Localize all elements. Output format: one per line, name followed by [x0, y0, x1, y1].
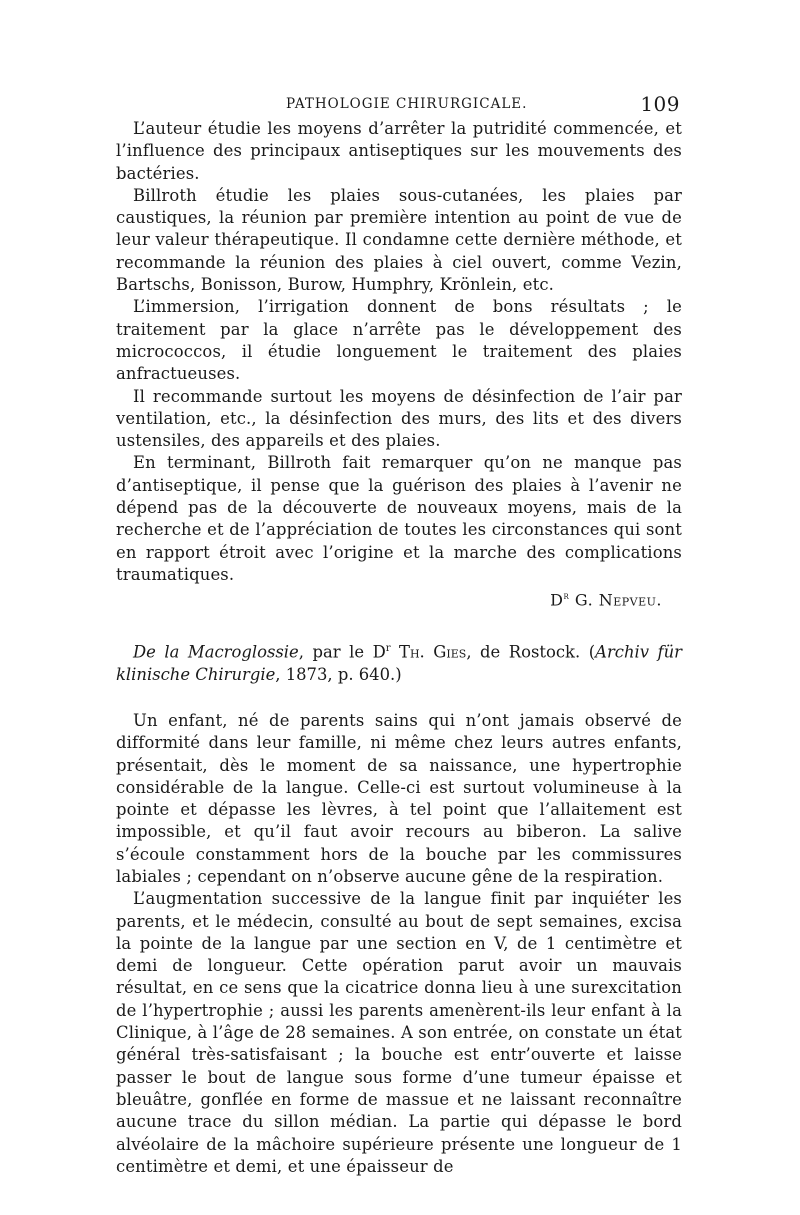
article-author: Th. Gies [390, 642, 467, 662]
page-number: 109 [640, 92, 680, 116]
signature-prefix: D [550, 590, 564, 610]
book-page [116, 92, 682, 1178]
paragraph: Billroth étudie les plaies sous-cutanées, les plaies par caustiques, la réunion par première intention au point de vue de leur valeur thérapeutique. Il condamne cette dernière méthode, et recommande la réunion des plaies à ciel ouvert, comme Vezin, Bartschs, Bonisson, Burow, Humphry, Krönlein, etc. [116, 185, 682, 295]
signature-name: G. Nepveu. [569, 590, 662, 610]
article-by: , par le D [298, 642, 386, 662]
article-source: Archiv für klinische Chirurgie [116, 642, 683, 684]
paragraph: L’auteur étudie les moyens d’arrêter la putridité commencée, et l’influence des principaux antiseptiques sur les mouvements des bactéries. [116, 119, 682, 183]
paragraph: En terminant, Billroth fait remarquer qu’on ne manque pas d’antiseptique, il pense que la guérison des plaies à l’avenir ne dépend pas de la découverte de nouveaux moyens, mais de la recherche et de l’appréciation de toutes les circonstances qui sont en rapport étroit avec l’origine et la marche des complications traumatiques. [116, 453, 682, 584]
running-head-title: PATHOLOGIE CHIRURGICALE. [286, 96, 528, 112]
article-title: De la Macroglossie [133, 642, 299, 662]
article-place: , de Rostock. ( [466, 642, 596, 662]
paragraph: L’immersion, l’irrigation donnent de bons résultats ; le traitement par la glace n’arrête pas le développement des micrococcos, il étudie longuement le traitement des plaies anfractueuses. [116, 297, 682, 384]
paragraph: Un enfant, né de parents sains qui n’ont jamais observé de difformité dans leur famille, ni même chez leurs autres enfants, présentait, dès le moment de sa naissance, une hypertrophie considérable de la langue. Celle-ci est surtout volumineuse à la pointe et dépasse les lèvres, à tel point que l’allaitement est impossible, et qu’il faut avoir recours au biberon. La salive s’écoule constamment hors de la bouche par les commissures labiales ; cependant on n’observe aucune gêne de la respiration. [116, 710, 682, 886]
section-billroth-review [116, 118, 682, 612]
paragraph: L’augmentation successive de la langue finit par inquiéter les parents, et le médecin, consulté au bout de sept semaines, excisa la pointe de la langue par une section en V, de 1 centimètre et demi de longueur. Cette opération parut avoir un mauvais résultat, en ce sens que la cicatrice donna lieu à une surexcitation de l’hypertrophie ; aussi les parents amenèrent-ils leur enfant à la Clinique, à l’âge de 28 semaines. A son entrée, on constate un état général très-satisfaisant ; la bouche est entr’ouverte et laisse passer le bout de langue sous forme d’une tumeur épaisse et bleuâtre, gonflée en forme de massue et ne laissant reconnaître aucune trace du sillon médian. La partie qui dépasse le bord alvéolaire de la mâchoire supérieure présente une longueur de 1 centimètre et demi, et une épaisseur de [116, 889, 682, 1176]
running-head [116, 92, 682, 118]
signature-sup: r [563, 591, 570, 603]
paragraph: Il recommande surtout les moyens de désinfection de l’air par ventilation, etc., la désinfection des murs, des lits et des divers ustensiles, des appareils et des plaies. [116, 386, 682, 451]
article-heading [116, 638, 682, 686]
article-by-sup: r [385, 642, 391, 654]
author-signature [116, 586, 682, 612]
section-macroglossie [116, 710, 682, 1178]
article-citation: , 1873, p. 640.) [275, 664, 402, 684]
